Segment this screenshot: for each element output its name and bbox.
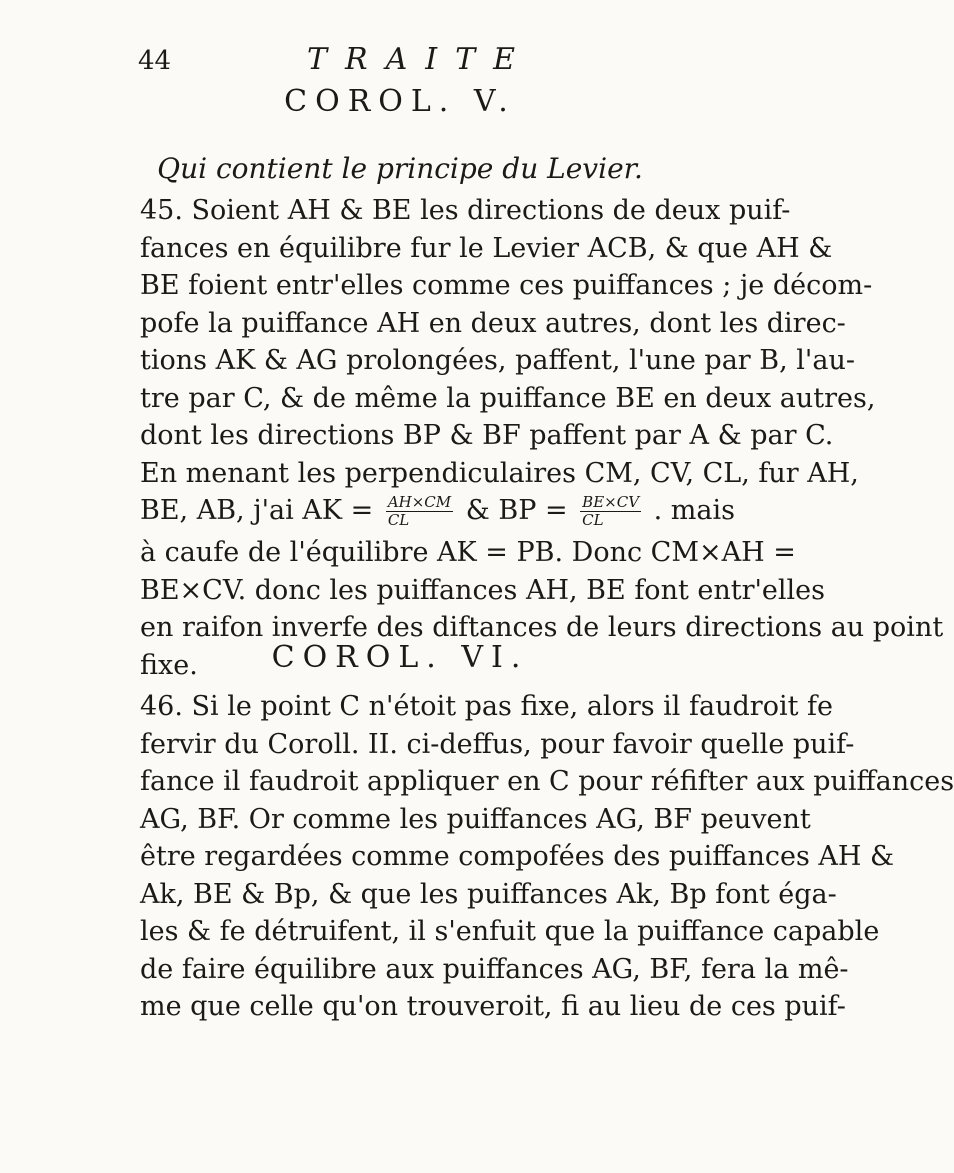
text-line: être regardées comme compofées des puiffances AH & [140, 841, 895, 872]
fraction-numerator: AH×CM [387, 493, 452, 511]
text-line: 46. Si le point C n'étoit pas fixe, alors il faudroit fe [140, 691, 833, 722]
text-line: fervir du Coroll. II. ci-deffus, pour favoir quelle puif- [140, 728, 855, 760]
text-line: à caufe de l'équilibre AK = PB. Donc CM×AH = [140, 537, 796, 568]
paragraph-45 [140, 192, 944, 684]
corollary-heading-v: COROL. V. [284, 84, 516, 119]
running-title: TRAITE [306, 42, 534, 77]
paragraph-46 [140, 688, 954, 1026]
text-line: les & fe détruifent, il s'enfuit que la puiffance capable [140, 916, 880, 947]
text-line: Ak, BE & Bp, & que les puiffances Ak, Bp font éga- [140, 878, 837, 910]
corollary-subtitle: Qui contient le principe du Levier. [157, 152, 643, 185]
text-line: pofe la puiffance AH en deux autres, dont les direc- [140, 307, 846, 339]
text-line: de faire équilibre aux puiffances AG, BF, fera la mê- [140, 953, 849, 985]
fraction-denominator: CL [582, 511, 604, 529]
text-line: BE×CV. donc les puiffances AH, BE font entr'elles [140, 574, 826, 606]
text-line: En menant les perpendiculaires CM, CV, CL, fur AH, [140, 457, 859, 489]
fraction-bp [580, 494, 641, 529]
text-line: BE foient entr'elles comme ces puiffances ; je décom- [140, 270, 873, 301]
fraction-ak [386, 494, 453, 529]
page-number: 44 [138, 46, 172, 76]
page-header [0, 40, 800, 80]
text-line: me que celle qu'on trouveroit, fi au lieu de ces puif- [140, 991, 846, 1022]
formula-prefix: BE, AB, j'ai AK = [140, 495, 374, 526]
text-line: dont les directions BP & BF paffent par A & par C. [140, 420, 834, 451]
formula-line [140, 492, 735, 534]
formula-mid: & BP = [465, 495, 568, 526]
fraction-denominator: CL [387, 511, 410, 529]
text-line: AG, BF. Or comme les puiffances AG, BF peuvent [140, 803, 811, 835]
corollary-heading-vi: COROL. VI. [271, 640, 529, 675]
text-line: fance il faudroit appliquer en C pour réfifter aux puiffances [140, 766, 954, 797]
formula-suffix: . mais [653, 495, 735, 526]
text-line: fixe. [140, 649, 198, 681]
fraction-numerator: BE×CV [582, 493, 640, 511]
text-line: 45. Soient AH & BE les directions de deux puif- [140, 195, 791, 226]
text-line: tre par C, & de même la puiffance BE en deux autres, [140, 382, 876, 414]
text-line: fances en équilibre fur le Levier ACB, & que AH & [140, 232, 833, 264]
text-line: en raifon inverfe des diftances de leurs directions au point [140, 612, 944, 643]
text-line: tions AK & AG prolongées, paffent, l'une par B, l'au- [140, 345, 855, 376]
